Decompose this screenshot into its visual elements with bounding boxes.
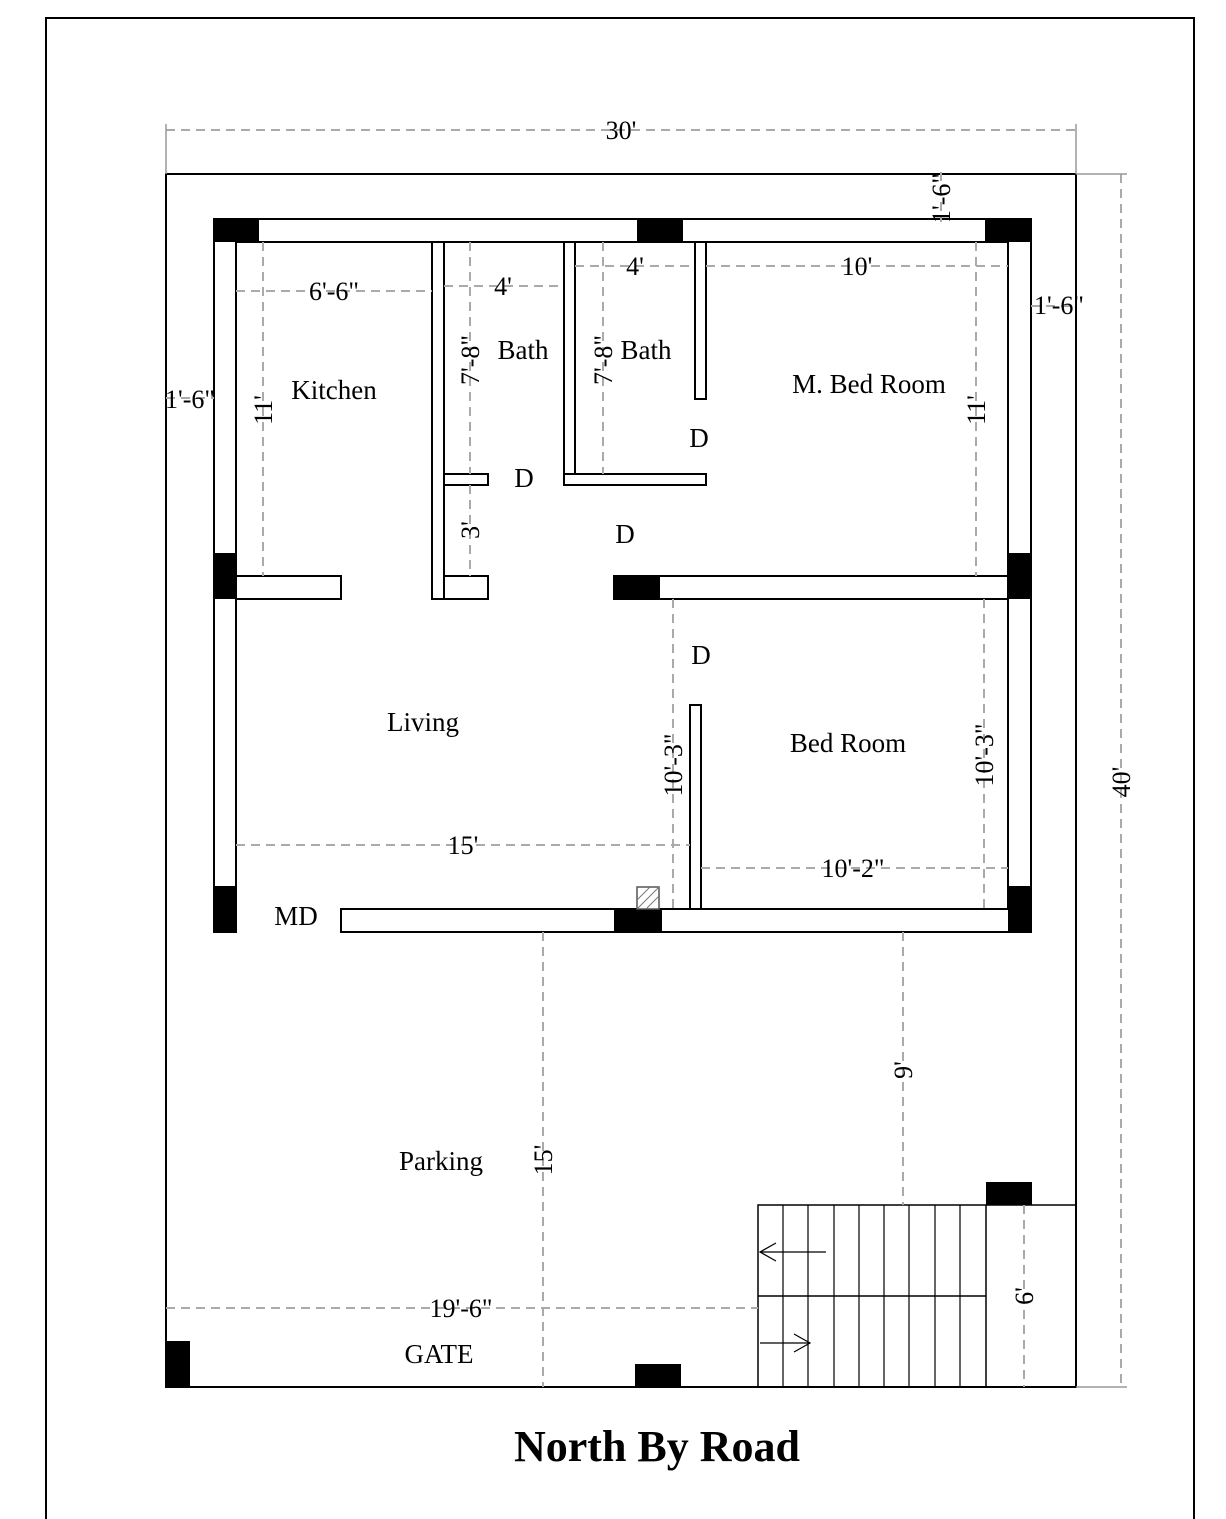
stair-arrow-right-icon (760, 1334, 810, 1352)
room-parking: Parking (399, 1146, 483, 1176)
dim-stair-depth: 6' (1010, 1287, 1039, 1305)
dim-setback-left: 1'-6" (165, 385, 215, 414)
column (213, 886, 236, 932)
room-bedroom: Bed Room (789, 728, 907, 758)
column (614, 909, 660, 932)
column (213, 553, 236, 599)
dim-mbed-depth: 11' (962, 395, 991, 425)
room-master-bedroom: M. Bed Room (792, 369, 946, 399)
room-bath-left: Bath (497, 335, 549, 365)
dim-plot-depth: 40' (1107, 766, 1136, 798)
wall-bath2-bottom (564, 474, 706, 485)
door-label: D (615, 519, 635, 549)
dim-setback-top: 1'-6" (927, 173, 956, 223)
column (1008, 886, 1031, 932)
dim-kitchen-width: 6'-6" (309, 277, 359, 306)
walls (214, 219, 1031, 932)
column (985, 219, 1031, 242)
dim-setback-right: 1'-6" (1034, 291, 1084, 320)
dim-bath2-width: 4' (626, 252, 644, 281)
wall-bath1-right (564, 242, 575, 485)
dim-bath1-depth: 7'-8" (456, 335, 485, 385)
room-kitchen: Kitchen (291, 375, 377, 405)
wall-bottom-left (341, 909, 661, 932)
plan-title: North By Road (513, 1422, 801, 1471)
dim-plot-width: 30' (605, 116, 637, 145)
wall-bed-left (690, 705, 701, 909)
column (986, 1182, 1032, 1205)
column (1008, 553, 1031, 599)
wall-mbed-left (695, 242, 706, 399)
wall-kitchen-bottom (236, 576, 341, 599)
dim-bath2-depth: 7'-8" (589, 335, 618, 385)
main-door-label: MD (274, 901, 318, 931)
column (637, 219, 683, 242)
wall-kitchen-right (432, 242, 444, 599)
room-bath-right: Bath (620, 335, 672, 365)
dim-bath1-width: 4' (494, 272, 512, 301)
duct-hatch (637, 887, 659, 909)
wall-top (214, 219, 1031, 242)
wall-bottom-right (661, 909, 1031, 932)
dim-gate-width: 19'-6" (429, 1294, 493, 1323)
door-label: D (689, 423, 709, 453)
dim-parking-depth: 15' (529, 1144, 558, 1176)
dimension-labels (165, 116, 1136, 1323)
wall-bath1-stub (444, 474, 488, 485)
dim-living-width: 15' (447, 831, 479, 860)
wall-mbed-bottom (614, 576, 1008, 599)
dim-front-gap: 9' (889, 1061, 918, 1079)
dim-living-depth: 10'-3" (659, 733, 688, 797)
dim-mbed-width: 10' (841, 252, 873, 281)
dim-kitchen-depth: 11' (249, 395, 278, 425)
door-label: D (691, 640, 711, 670)
room-labels (274, 335, 946, 1369)
wall-passage-stub (444, 576, 488, 599)
column (167, 1341, 190, 1387)
column (614, 576, 660, 599)
stair-arrow-left-icon (760, 1243, 826, 1261)
room-living: Living (387, 707, 459, 737)
door-label: D (514, 463, 534, 493)
column (213, 219, 259, 242)
gate-label: GATE (404, 1339, 474, 1369)
dim-bed-width: 10'-2" (821, 854, 885, 883)
dim-bed-depth: 10'-3" (970, 723, 999, 787)
dim-passage: 3' (456, 521, 485, 539)
column (635, 1364, 681, 1387)
